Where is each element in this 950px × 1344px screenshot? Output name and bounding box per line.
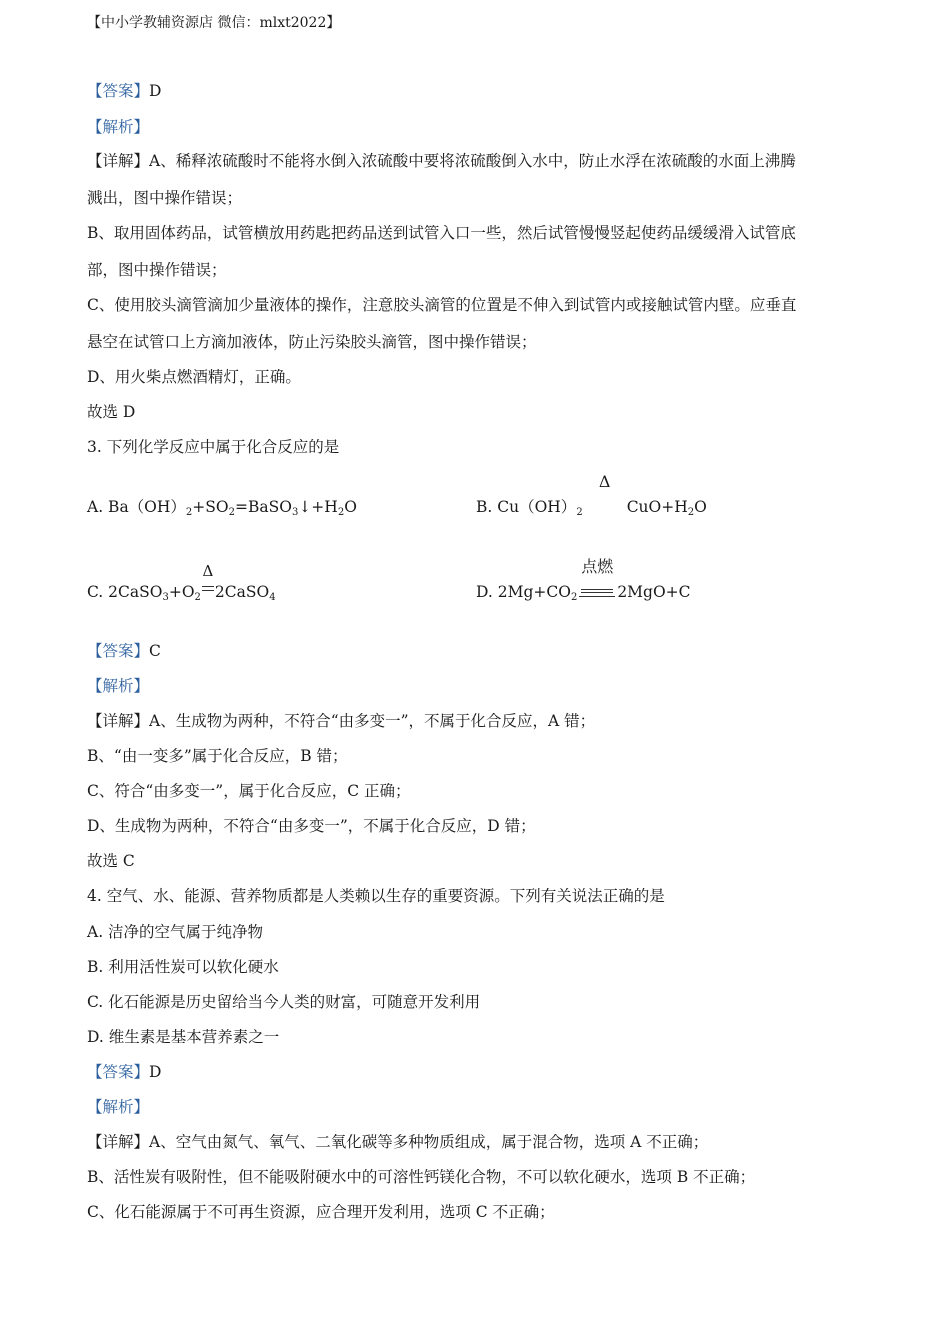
q3-stem: 3. 下列化学反应中属于化合反应的是 — [87, 438, 340, 456]
q2-detail-line: D、用火柴点燃酒精灯，正确。 — [87, 368, 301, 386]
q2-answer — [87, 80, 161, 102]
q4-detail-line: C、化石能源属于不可再生资源，应合理开发利用，选项 C 不正确； — [87, 1203, 555, 1221]
q4-detail-line: 【详解】A、空气由氮气、氧气、二氧化碳等多种物质组成，属于混合物，选项 A 不正确； — [87, 1133, 709, 1151]
q2-analysis-tag: 【解析】 — [87, 118, 150, 136]
q4-stem: 4. 空气、水、能源、营养物质都是人类赖以生存的重要资源。下列有关说法正确的是 — [87, 887, 665, 905]
page-header: 【中小学教辅资源店 微信：mlxt2022】 — [87, 15, 341, 31]
q3-detail-line: 【详解】A、生成物为两种，不符合“由多变一”，不属于化合反应，A 错； — [87, 712, 596, 730]
answer-value: D — [149, 1063, 162, 1081]
q3-option-a: A. $Ba(OH)_2+SO_2=BaSO_3↓+H_2O$ — [87, 498, 357, 518]
q3-answer — [87, 640, 161, 662]
heat-symbol: Δ — [598, 472, 611, 491]
detail-tag: 【详解】 — [87, 152, 150, 170]
answer-tag: 【答案】 — [87, 642, 150, 660]
q3-detail-line: C、符合“由多变一”，属于化合反应，C 正确； — [87, 782, 411, 800]
q3-detail-line: B、“由一变多”属于化合反应，B 错； — [87, 747, 348, 765]
heat-symbol: Δ — [202, 562, 214, 580]
q2-detail-line: C、使用胶头滴管滴加少量液体的操作，注意胶头滴管的位置是不伸入到试管内或接触试管内壁。应垂直 — [87, 296, 797, 314]
q4-option-b: B. 利用活性炭可以软化硬水 — [87, 958, 279, 976]
q2-detail-line: 部，图中操作错误； — [87, 261, 227, 279]
q2-conclusion: 故选 D — [87, 403, 136, 421]
q3-conclusion: 故选 C — [87, 852, 135, 870]
detail-tag: 【详解】 — [87, 712, 150, 730]
q3-analysis-tag: 【解析】 — [87, 677, 150, 695]
reaction-condition — [577, 557, 617, 604]
q4-option-c: C. 化石能源是历史留给当今人类的财富，可随意开发利用 — [87, 993, 481, 1011]
answer-tag: 【答案】 — [87, 1063, 150, 1081]
answer-tag: 【答案】 — [87, 82, 150, 100]
q2-detail-line: 悬空在试管口上方滴加液体，防止污染胶头滴管，图中操作错误； — [87, 333, 537, 351]
q2-detail-line: B、取用固体药品，试管横放用药匙把药品送到试管入口一些，然后试管慢慢竖起使药品缓缓滑入试管底 — [87, 224, 796, 242]
q2-detail-line: 溅出，图中操作错误； — [87, 189, 243, 207]
q3-option-b: B. $Cu(OH)_2$ Δ $CuO+H_2O$ — [476, 472, 707, 518]
q4-detail-line: B、活性炭有吸附性，但不能吸附硬水中的可溶性钙镁化合物，不可以软化硬水，选项 B 不正确； — [87, 1168, 756, 1186]
reaction-condition — [201, 562, 215, 604]
detail-tag: 【详解】 — [87, 1133, 150, 1151]
answer-value: C — [149, 642, 161, 660]
q4-answer — [87, 1061, 161, 1083]
q3-option-c: C. $2CaSO_3+O_2$ Δ 2CaSO$_4$ — [87, 562, 276, 603]
q3-option-d: D. $2Mg+CO_2$ 点燃 2MgO+C — [476, 557, 691, 603]
q3-detail-line: D、生成物为两种，不符合“由多变一”，不属于化合反应，D 错； — [87, 817, 536, 835]
q4-analysis-tag: 【解析】 — [87, 1098, 150, 1116]
reaction-condition — [583, 472, 627, 519]
q4-option-a: A. 洁净的空气属于纯净物 — [87, 923, 264, 941]
q2-detail-line: 【详解】A、稀释浓硫酸时不能将水倒入浓硫酸中要将浓硫酸倒入水中，防止水浮在浓硫酸的水面上沸腾 — [87, 152, 796, 170]
ignite-label: 点燃 — [581, 557, 614, 576]
answer-value: D — [149, 82, 162, 100]
q4-option-d: D. 维生素是基本营养素之一 — [87, 1028, 280, 1046]
